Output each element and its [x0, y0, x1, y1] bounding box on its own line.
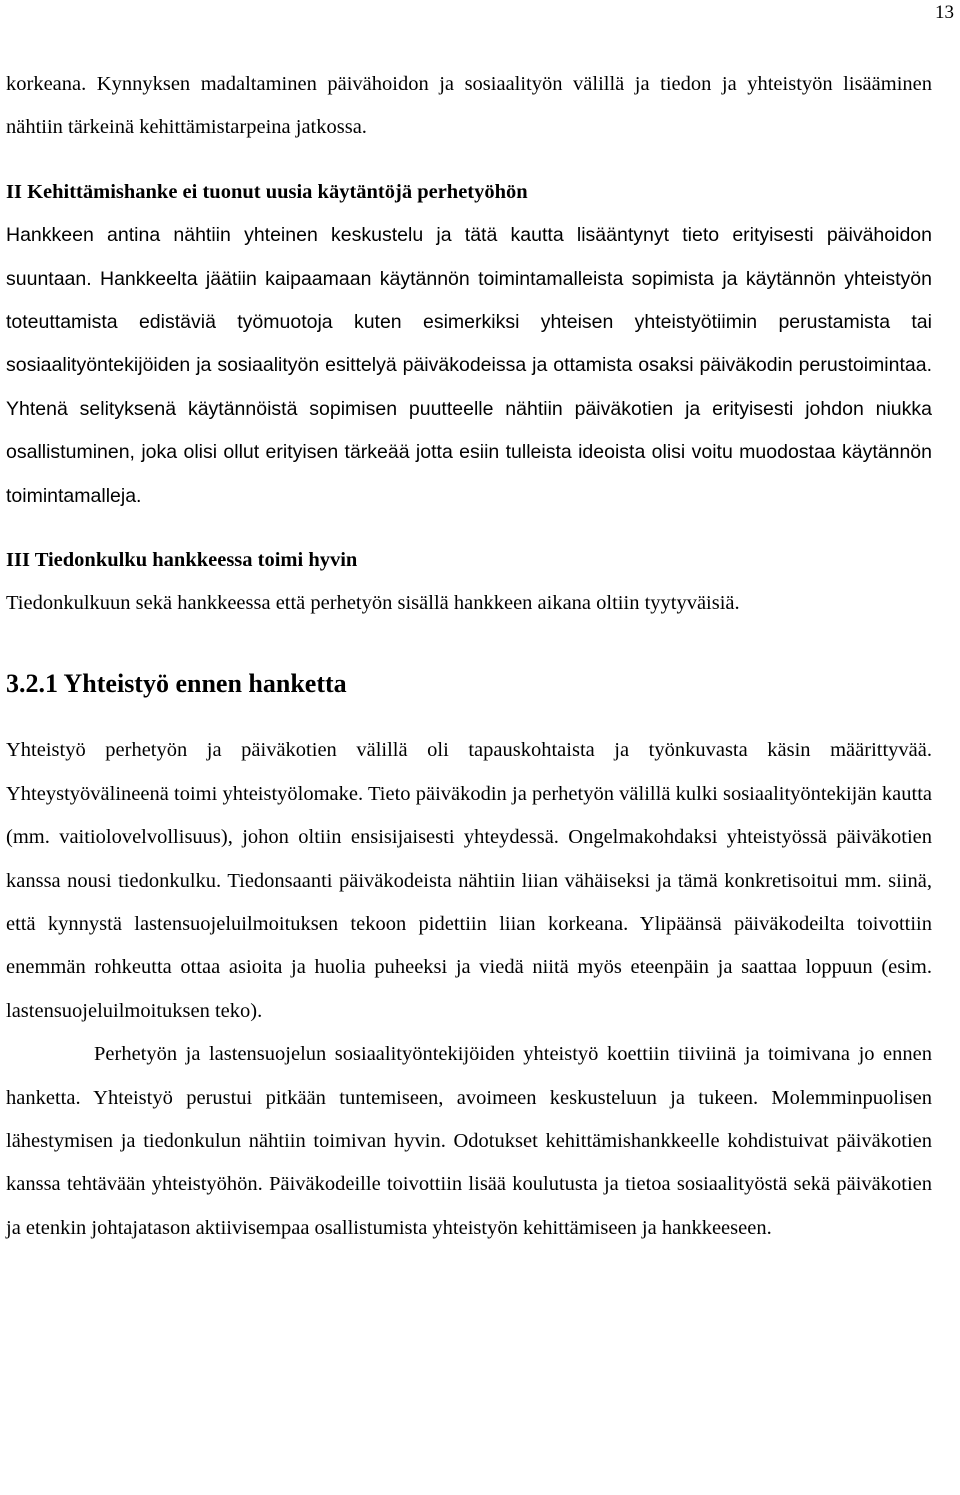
paragraph-3: Tiedonkulkuun sekä hankkeessa että perhetyön sisällä hankkeen aikana oltiin tyytyväisiä.	[6, 592, 740, 615]
paragraph-4: Yhteistyö perhetyön ja päiväkotien välillä oli tapauskohtaista ja työnkuvasta käsin määrittyvää. Yhteystyövälineenä toimi yhteistyölomake. Tieto päiväkodin ja perhetyön välillä kulki sosiaalityöntekijän kautta (mm. vaitiolovelvollisuus), johon oltiin ensisijaisesti yhteydessä. Ongelmakohdaksi yhteistyössä päiväkotien kanssa nousi tiedonkulku. Tiedonsaanti päiväkodeista nähtiin liian vähäiseksi ja tämä konkretisoitui mm. siinä, että kynnystä lastensuojeluilmoituksen tekoon pidettiin liian korkeana. Ylipäänsä päiväkodeilta toivottiin enemmän rohkeutta ottaa asioita ja huolia puheeksi ja viedä niitä myös eteenpäin ja saattaa loppuun (esim. lastensuojeluilmoituksen teko).	[6, 739, 932, 1022]
section-heading: 3.2.1 Yhteistyö ennen hanketta	[6, 668, 347, 698]
spacer	[6, 705, 932, 729]
subheading-3: III Tiedonkulku hankkeessa toimi hyvin	[6, 549, 358, 572]
paragraph-1: korkeana. Kynnyksen madaltaminen päivähoidon ja sosiaalityön välillä ja tiedon ja yhteistyön lisääminen nähtiin tärkeinä kehittämistarpeina jatkossa.	[6, 73, 932, 139]
subheading-2: II Kehittämishanke ei tuonut uusia käytäntöjä perhetyöhön	[6, 180, 528, 203]
spacer	[6, 518, 932, 539]
spacer	[6, 150, 932, 171]
document-body	[6, 63, 932, 1250]
page-number: 13	[935, 2, 954, 23]
spacer	[6, 626, 932, 662]
paragraph-2: Hankkeen antina nähtiin yhteinen keskustelu ja tätä kautta lisääntynyt tieto erityisesti päivähoidon suuntaan. Hankkeelta jäätiin kaipaamaan käytännön toimintamalleista sopimista ja käytännön yhteistyön toteuttamista edistäviä työmuotoja kuten esimerkiksi yhteisen yhteistyötiimin perustamista tai sosiaalityöntekijöiden ja sosiaalityön esittelyä päiväkodeissa ja ottamista osaksi päiväkodin perustoimintaa. Yhtenä selityksenä käytännöistä sopimisen puutteelle nähtiin päiväkotien ja erityisesti johdon niukka osallistuminen, joka olisi ollut erityisen tärkeää jotta esiin tulleista ideoista olisi voitu muodostaa käytännön toimintamalleja.	[6, 224, 932, 507]
paragraph-5: Perhetyön ja lastensuojelun sosiaalityöntekijöiden yhteistyö koettiin tiiviinä ja toimivana jo ennen hanketta. Yhteistyö perustui pitkään tuntemiseen, avoimeen keskusteluun ja tukeen. Molemminpuolisen lähestymisen ja tiedonkulun nähtiin toimivan hyvin. Odotukset kehittämishankkeelle kohdistuivat päiväkotien kanssa tehtävään yhteistyöhön. Päiväkodeille toivottiin lisää koulutusta ja tietoa sosiaalityöstä sekä päiväkotien ja etenkin johtajatason aktiivisempaa osallistumista yhteistyön kehittämiseen ja hankkeeseen.	[6, 1043, 932, 1239]
